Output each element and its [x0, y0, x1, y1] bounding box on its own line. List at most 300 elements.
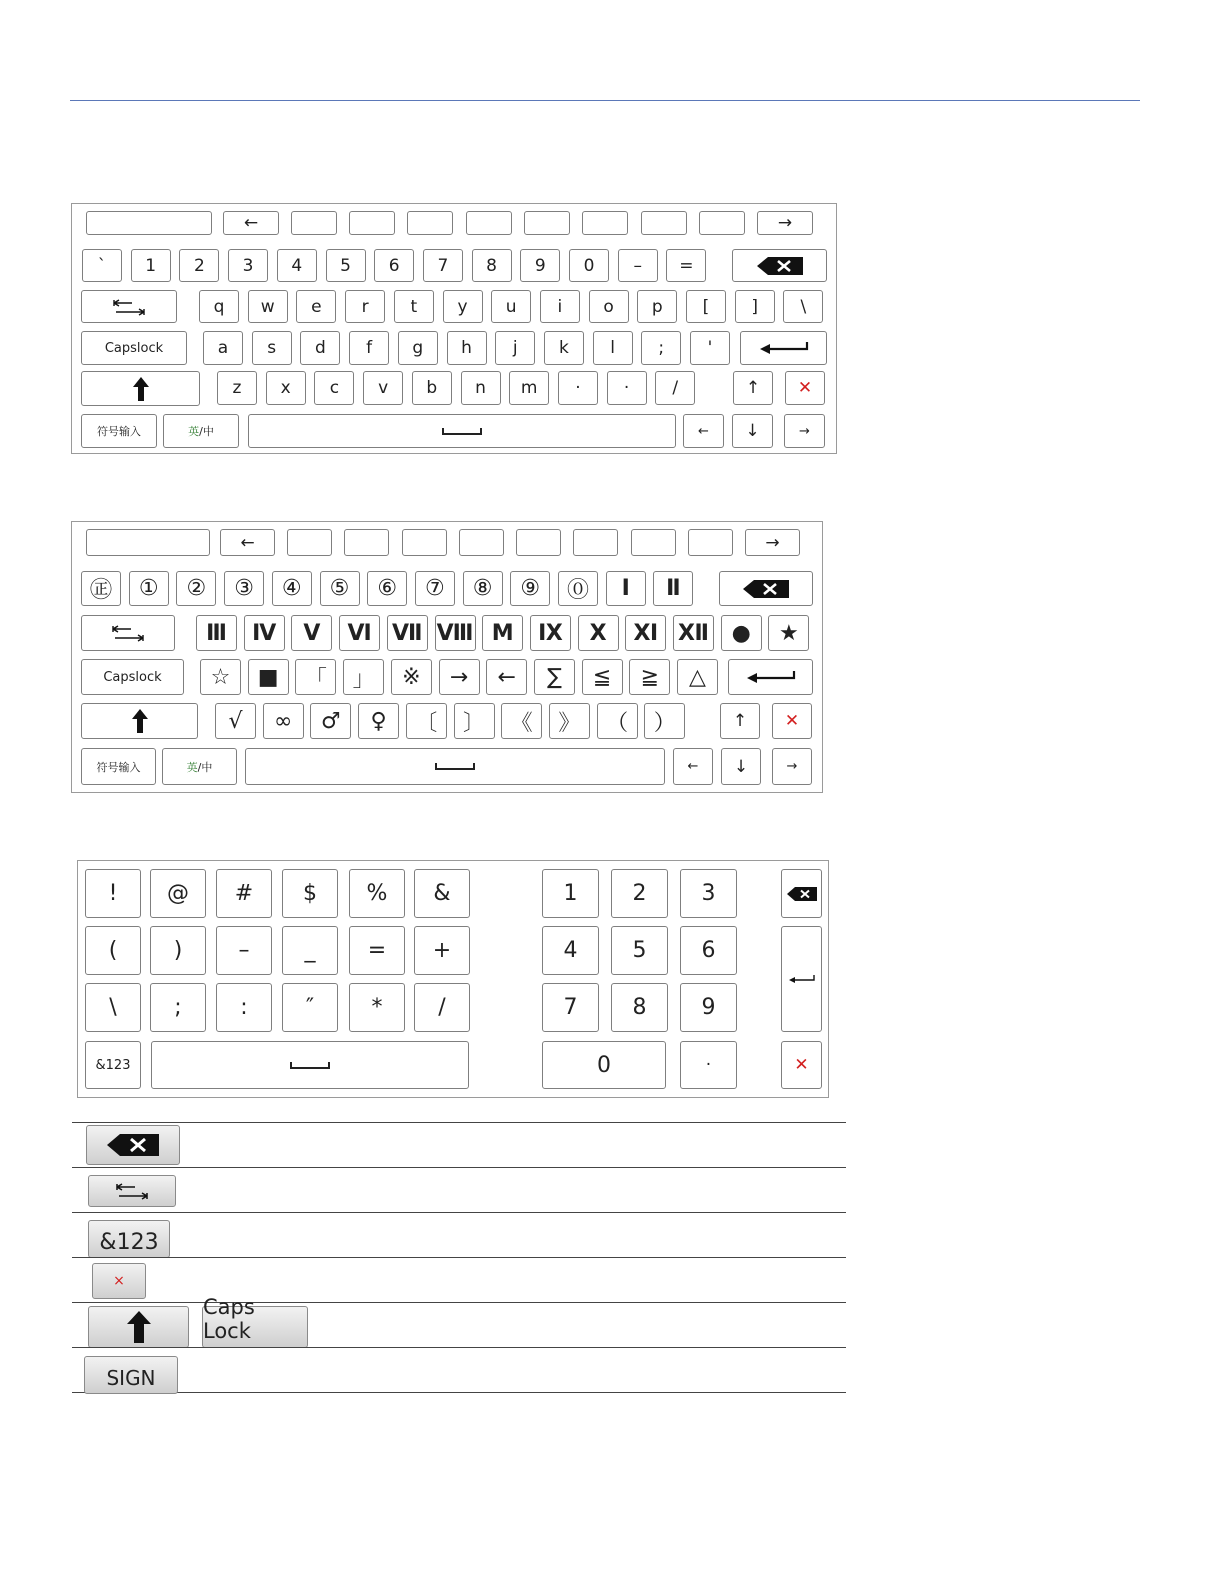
key-label: →: [786, 759, 798, 774]
symbol-input-button[interactable]: [81, 748, 156, 785]
key-label: →: [449, 664, 469, 690]
legend-row-sign: [72, 1347, 846, 1393]
tab-button[interactable]: [81, 290, 177, 323]
key-label: k: [558, 338, 569, 358]
key-label: 0: [597, 1052, 611, 1078]
key-2[interactable]: [179, 249, 219, 282]
symbol-key-0[interactable]: [196, 615, 237, 651]
key-label: 6: [701, 938, 716, 963]
input-preview-field: [86, 211, 212, 235]
legend-capslock-key: [202, 1295, 308, 1348]
symbol-key-7[interactable]: [549, 703, 590, 739]
symbol-key-9[interactable]: [644, 703, 685, 739]
space-icon: [290, 1062, 330, 1069]
symbol-key-1[interactable]: [150, 983, 206, 1032]
space-button[interactable]: [245, 748, 665, 785]
legend-mode-label: &123: [99, 1230, 159, 1255]
symbol-key-9[interactable]: [629, 659, 670, 695]
key-label: ←: [240, 532, 255, 553]
key-label: 「: [304, 666, 327, 692]
symbol-key-4[interactable]: [349, 869, 405, 918]
key-label: Ⅻ: [678, 620, 709, 646]
cursor-down-button[interactable]: [732, 414, 773, 448]
key-4[interactable]: [398, 331, 438, 365]
key-r[interactable]: [345, 290, 385, 323]
symbol-key-8[interactable]: [597, 703, 638, 739]
lang-toggle-button[interactable]: [162, 748, 237, 785]
key-label: ·: [705, 1055, 712, 1075]
candidate-slot-5[interactable]: [516, 529, 561, 556]
key-label: ↓: [745, 421, 760, 441]
key-label: 符号输入: [97, 425, 141, 438]
symbol-key-2[interactable]: [291, 615, 332, 651]
key-label: ㊣: [89, 578, 112, 603]
key-label: ]: [751, 296, 758, 317]
key-0[interactable]: [203, 331, 243, 365]
symbol-key-3[interactable]: [282, 869, 338, 918]
key-label: ): [173, 938, 183, 963]
symbol-key-5[interactable]: [320, 571, 360, 606]
key-label: ■: [257, 664, 279, 690]
key-11[interactable]: [618, 249, 658, 282]
enter-button[interactable]: [740, 331, 827, 365]
key-2[interactable]: [314, 371, 354, 405]
symbol-key-5[interactable]: [414, 926, 470, 975]
key-8[interactable]: [472, 249, 512, 282]
symbol-key-0[interactable]: [85, 926, 141, 975]
legend-row-close: [72, 1257, 846, 1302]
candidate-slot-6[interactable]: [582, 211, 628, 235]
symbol-key-11[interactable]: [721, 615, 762, 651]
candidate-slot-4[interactable]: [459, 529, 504, 556]
cursor-right-button[interactable]: [784, 414, 825, 448]
key-label: ☆: [210, 664, 231, 690]
key-label: u: [505, 296, 517, 317]
key-5[interactable]: [461, 371, 501, 405]
key-3[interactable]: [228, 249, 268, 282]
key-label: s: [267, 338, 277, 358]
key-label: ;: [658, 338, 665, 358]
key-label: ⑥: [377, 576, 398, 601]
key-label: 7: [563, 995, 578, 1020]
symbol-input-button[interactable]: [81, 414, 157, 448]
backspace-button[interactable]: [719, 571, 813, 606]
symbol-key-1[interactable]: [248, 659, 289, 695]
key-label: 〕: [462, 710, 485, 736]
symbol-key-6[interactable]: [486, 659, 527, 695]
input-preview-field: [86, 529, 210, 556]
symbol-key-6[interactable]: [367, 571, 407, 606]
candidate-next-button[interactable]: [757, 211, 813, 235]
key-label: z: [232, 378, 242, 398]
key-label: :: [240, 995, 248, 1020]
key-label: /: [438, 995, 446, 1020]
key-10[interactable]: [690, 331, 730, 365]
candidate-slot-6[interactable]: [573, 529, 618, 556]
space-button[interactable]: [248, 414, 676, 448]
candidate-slot-8[interactable]: [699, 211, 745, 235]
symbol-key-7[interactable]: [415, 571, 455, 606]
backspace-icon: [106, 1133, 160, 1157]
key-label: Ⅿ: [491, 620, 514, 646]
key-label: 4: [563, 938, 578, 963]
cursor-left-button[interactable]: [683, 414, 724, 448]
symbol-key-3[interactable]: [343, 659, 384, 695]
space-button[interactable]: [151, 1041, 469, 1089]
symbol-key-1[interactable]: [150, 926, 206, 975]
key-label: p: [651, 296, 663, 317]
key-label: 5: [340, 255, 351, 276]
close-button[interactable]: [781, 1041, 822, 1089]
symbol-key-5[interactable]: [439, 659, 480, 695]
key-label: +: [432, 938, 452, 963]
key-label: y: [457, 296, 468, 317]
decimal-point-key[interactable]: [680, 1041, 737, 1089]
key-0[interactable]: [82, 249, 122, 282]
key-label: 2: [193, 255, 205, 276]
key-label: →: [765, 532, 780, 553]
symbol-key-2[interactable]: [295, 659, 336, 695]
space-icon: [435, 763, 475, 770]
enter-button[interactable]: [781, 926, 822, 1032]
key-label: o: [603, 296, 614, 317]
key-label: /: [672, 378, 679, 398]
key-6[interactable]: [495, 331, 535, 365]
key-12[interactable]: [666, 249, 706, 282]
key-][interactable]: [735, 290, 775, 323]
key-label: n: [475, 378, 486, 398]
shift-arrow-icon: [132, 376, 150, 402]
key-label: ←: [698, 423, 709, 439]
symbol-key-11[interactable]: [606, 571, 646, 606]
key-1[interactable]: [131, 249, 171, 282]
symbol-key-2[interactable]: [176, 571, 216, 606]
key-label: ③: [234, 576, 254, 601]
candidate-next-button[interactable]: [745, 529, 800, 556]
key-label: Ⅴ: [303, 620, 321, 646]
key-label: ④: [281, 576, 302, 601]
symbol-key-12[interactable]: [768, 615, 809, 651]
key-label: r: [361, 296, 369, 317]
symbol-key-0[interactable]: [85, 983, 141, 1032]
key-label: 7: [437, 255, 449, 276]
key-8[interactable]: [593, 331, 633, 365]
symbol-key-0[interactable]: [81, 571, 121, 606]
candidate-slot-7[interactable]: [631, 529, 676, 556]
backspace-icon: [756, 256, 804, 276]
digit-key-0[interactable]: [542, 1041, 666, 1089]
symbol-key-2[interactable]: [216, 983, 272, 1032]
key-6[interactable]: [374, 249, 414, 282]
symbol-key-7[interactable]: [534, 659, 575, 695]
digit-key-3[interactable]: [680, 869, 737, 918]
backspace-button[interactable]: [781, 869, 822, 918]
capslock-button[interactable]: [81, 659, 184, 695]
key-label: –: [633, 255, 642, 276]
shift-button[interactable]: [81, 703, 198, 739]
symbol-key-1[interactable]: [150, 869, 206, 918]
lang-en-label: 英: [186, 760, 198, 774]
key-label: 8: [486, 255, 497, 276]
symbol-key-10[interactable]: [677, 659, 718, 695]
symbol-key-5[interactable]: [454, 703, 495, 739]
tab-button[interactable]: [81, 615, 175, 651]
symbol-key-5[interactable]: [414, 983, 470, 1032]
candidate-slot-1[interactable]: [287, 529, 332, 556]
key-label: Ⅸ: [538, 620, 563, 646]
symbol-key-10[interactable]: [558, 571, 598, 606]
key-label: ∑: [546, 664, 562, 690]
key-label: 1: [145, 255, 157, 276]
digit-key-1[interactable]: [542, 869, 599, 918]
cursor-up-button[interactable]: [720, 703, 760, 739]
key-label: ★: [779, 620, 799, 646]
key-9[interactable]: [655, 371, 695, 405]
key-label: =: [679, 255, 694, 276]
symbol-key-12[interactable]: [653, 571, 693, 606]
key-label: 《: [510, 710, 533, 736]
numeric-mode-button[interactable]: [85, 1041, 141, 1089]
key-[[interactable]: [686, 290, 726, 323]
backspace-button[interactable]: [732, 249, 827, 282]
symbol-key-9[interactable]: [625, 615, 666, 651]
symbol-key-4[interactable]: [391, 659, 432, 695]
symbol-key-5[interactable]: [435, 615, 476, 651]
legend-sign-label: SIGN: [106, 1366, 156, 1390]
symbol-key-8[interactable]: [578, 615, 619, 651]
key-4[interactable]: [412, 371, 452, 405]
candidate-prev-button[interactable]: [220, 529, 275, 556]
digit-key-9[interactable]: [680, 983, 737, 1032]
key-label: l: [610, 338, 615, 358]
key-label: ←: [497, 664, 516, 690]
symbol-key-5[interactable]: [414, 869, 470, 918]
key-label: 3: [242, 255, 254, 276]
key-label: （: [606, 710, 629, 736]
key-label: ⑨: [520, 576, 541, 601]
key-label: j: [512, 338, 518, 358]
candidate-slot-3[interactable]: [402, 529, 447, 556]
candidate-slot-2[interactable]: [349, 211, 395, 235]
cursor-right-button[interactable]: [772, 748, 812, 785]
enter-button[interactable]: [728, 659, 813, 695]
backspace-icon: [786, 886, 818, 902]
key-y[interactable]: [443, 290, 483, 323]
key-label: Ⅱ: [666, 576, 681, 601]
key-10[interactable]: [569, 249, 609, 282]
key-p[interactable]: [637, 290, 677, 323]
candidate-slot-5[interactable]: [524, 211, 570, 235]
symbol-key-7[interactable]: [530, 615, 571, 651]
legend-row-shift: [72, 1295, 846, 1347]
key-label: →: [799, 423, 810, 439]
symbol-key-4[interactable]: [349, 926, 405, 975]
symbol-key-6[interactable]: [482, 615, 523, 651]
key-1[interactable]: [252, 331, 292, 365]
symbol-key-10[interactable]: [673, 615, 714, 651]
key-label: 5: [632, 938, 647, 963]
key-label: @: [167, 881, 189, 906]
candidate-slot-1[interactable]: [291, 211, 337, 235]
key-label: △: [689, 664, 706, 690]
legend-row-mode: [72, 1212, 846, 1257]
key-label: =: [367, 938, 387, 963]
key-label: ♀: [370, 708, 387, 734]
key-label: e: [311, 296, 322, 317]
symbol-key-8[interactable]: [463, 571, 503, 606]
key-label: `: [97, 255, 107, 276]
key-i[interactable]: [540, 290, 580, 323]
candidate-slot-7[interactable]: [641, 211, 687, 235]
close-icon: ×: [113, 1273, 125, 1289]
key-\[interactable]: [783, 290, 823, 323]
symbol-key-4[interactable]: [349, 983, 405, 1032]
space-icon: [442, 428, 482, 435]
key-9[interactable]: [520, 249, 560, 282]
key-u[interactable]: [491, 290, 531, 323]
key-label: m: [520, 378, 538, 398]
numeric-keyboard: [77, 860, 829, 1098]
symbol-key-2[interactable]: [216, 869, 272, 918]
symbol-key-0[interactable]: [85, 869, 141, 918]
symbol-key-1[interactable]: [129, 571, 169, 606]
lang-en-label: 英: [188, 425, 200, 438]
key-label: (: [108, 938, 118, 963]
symbol-key-0[interactable]: [200, 659, 241, 695]
key-label: ✕: [797, 378, 813, 398]
symbol-key-4[interactable]: [272, 571, 312, 606]
close-button[interactable]: [785, 371, 825, 405]
tab-icon: [115, 1181, 149, 1201]
digit-key-5[interactable]: [611, 926, 668, 975]
digit-key-2[interactable]: [611, 869, 668, 918]
key-t[interactable]: [394, 290, 434, 323]
symbol-keyboard: [71, 521, 823, 793]
symbol-key-9[interactable]: [510, 571, 550, 606]
key-label: ': [707, 338, 713, 358]
key-label: Capslock: [103, 669, 162, 685]
symbol-key-0[interactable]: [215, 703, 256, 739]
key-3[interactable]: [363, 371, 403, 405]
key-label: 8: [632, 995, 647, 1020]
key-7[interactable]: [558, 371, 598, 405]
key-2[interactable]: [300, 331, 340, 365]
key-3[interactable]: [349, 331, 389, 365]
key-label: ※: [402, 664, 421, 690]
symbol-key-2[interactable]: [216, 926, 272, 975]
key-5[interactable]: [326, 249, 366, 282]
symbol-key-2[interactable]: [310, 703, 351, 739]
key-4[interactable]: [277, 249, 317, 282]
key-label: g: [412, 338, 424, 358]
symbol-key-6[interactable]: [501, 703, 542, 739]
key-e[interactable]: [296, 290, 336, 323]
key-7[interactable]: [544, 331, 584, 365]
key-label: ·: [623, 378, 630, 398]
symbol-key-1[interactable]: [244, 615, 285, 651]
symbol-key-8[interactable]: [582, 659, 623, 695]
legend-row-backspace: [72, 1122, 846, 1167]
key-label: q: [213, 296, 225, 317]
lang-toggle-button[interactable]: [163, 414, 239, 448]
symbol-key-3[interactable]: [224, 571, 264, 606]
symbol-key-4[interactable]: [387, 615, 428, 651]
candidate-slot-2[interactable]: [344, 529, 389, 556]
cursor-left-button[interactable]: [673, 748, 713, 785]
key-label: \: [109, 995, 117, 1020]
symbol-key-3[interactable]: [282, 926, 338, 975]
key-label: √: [228, 708, 243, 734]
legend-row-tab: [72, 1167, 846, 1212]
backspace-icon: [742, 579, 790, 599]
key-label: _: [304, 938, 316, 963]
key-8[interactable]: [607, 371, 647, 405]
key-label: 9: [701, 995, 716, 1020]
key-9[interactable]: [641, 331, 681, 365]
key-label: Ⅹ: [589, 620, 607, 646]
capslock-button[interactable]: [81, 331, 187, 365]
header-rule: [70, 100, 1140, 101]
tab-icon: [111, 623, 145, 643]
symbol-key-3[interactable]: [282, 983, 338, 1032]
key-label: c: [329, 378, 340, 398]
candidate-slot-3[interactable]: [407, 211, 453, 235]
key-label: x: [280, 378, 291, 398]
symbol-key-3[interactable]: [358, 703, 399, 739]
key-5[interactable]: [447, 331, 487, 365]
key-label: ≦: [592, 664, 612, 690]
key-q[interactable]: [199, 290, 239, 323]
key-label: 0: [583, 255, 595, 276]
candidate-slot-8[interactable]: [688, 529, 733, 556]
key-label: 」: [352, 666, 375, 692]
cursor-up-button[interactable]: [733, 371, 773, 405]
symbol-key-4[interactable]: [406, 703, 447, 739]
key-label: 符号输入: [96, 760, 141, 774]
key-label: #: [234, 881, 254, 906]
key-1[interactable]: [266, 371, 306, 405]
key-label: ✕: [784, 711, 800, 731]
key-0[interactable]: [217, 371, 257, 405]
candidate-slot-4[interactable]: [466, 211, 512, 235]
symbol-key-3[interactable]: [339, 615, 380, 651]
key-label: Ⅲ: [206, 620, 227, 646]
legend-tab-key: [88, 1175, 176, 1207]
symbol-key-1[interactable]: [263, 703, 304, 739]
key-label: Ⅳ: [252, 620, 277, 646]
key-6[interactable]: [509, 371, 549, 405]
digit-key-6[interactable]: [680, 926, 737, 975]
digit-key-7[interactable]: [542, 983, 599, 1032]
digit-key-4[interactable]: [542, 926, 599, 975]
lang-zh-label: /中: [199, 425, 214, 438]
key-label: ♂: [321, 708, 341, 734]
key-label: &123: [95, 1057, 131, 1073]
key-label: ⑤: [329, 576, 350, 601]
key-w[interactable]: [248, 290, 288, 323]
cursor-down-button[interactable]: [721, 748, 761, 785]
candidate-prev-button[interactable]: [223, 211, 279, 235]
key-o[interactable]: [589, 290, 629, 323]
enter-icon: [759, 341, 809, 355]
shift-arrow-icon: [131, 708, 149, 734]
digit-key-8[interactable]: [611, 983, 668, 1032]
key-7[interactable]: [423, 249, 463, 282]
close-button[interactable]: [772, 703, 812, 739]
key-label: w: [260, 296, 275, 317]
shift-button[interactable]: [81, 371, 200, 406]
key-label: 》: [558, 710, 581, 736]
